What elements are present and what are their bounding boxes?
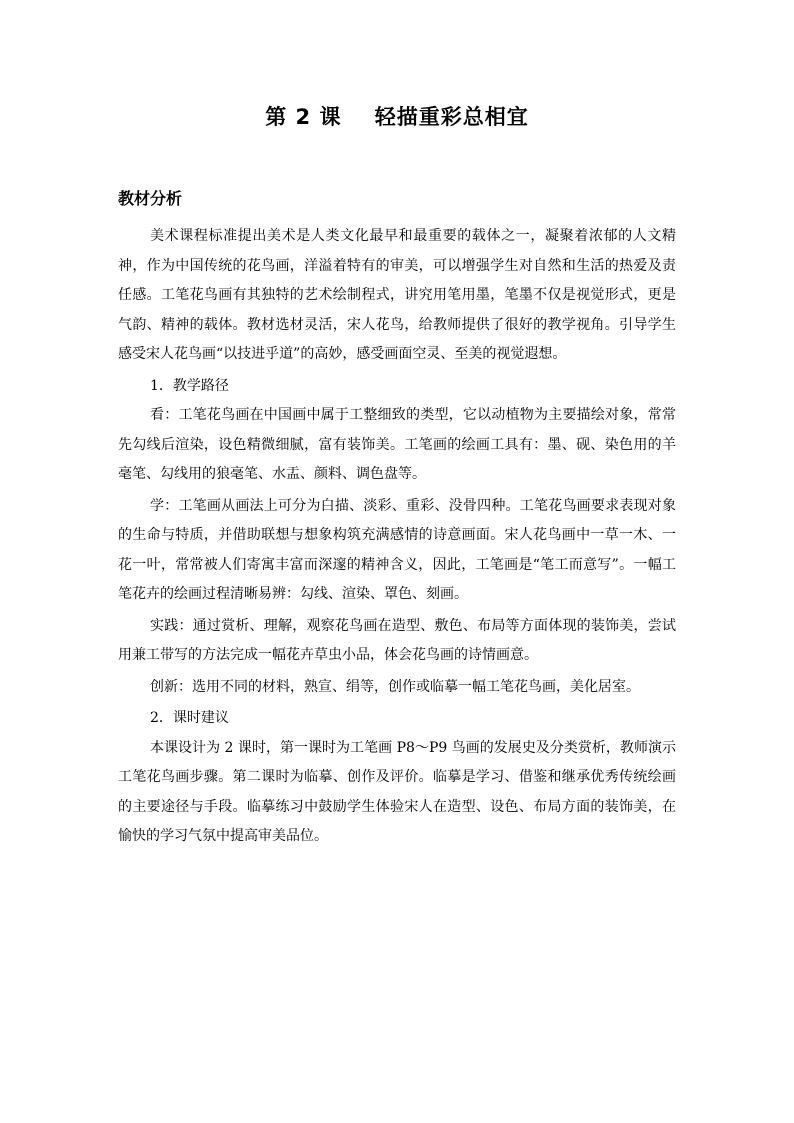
item-teaching-path: 1．教学路径 (150, 377, 229, 394)
paragraph-learn: 学：工笔画从画法上可分为白描、淡彩、重彩、没骨四种。工笔花鸟画要求表现对象的生命与特质，并借助联想与想象构筑充满感情的诗意画面。宋人花鸟画中一草一木、一花一叶，常常被人们寄寓丰富而深邃的精神含义，因此，工笔画是“笔工而意写”。一幅工笔花卉的绘画过程清晰易辨：勾线、渲染、罩色、刻画。 (118, 497, 676, 602)
paragraph-innovate: 创新：选用不同的材料，熟宣、绢等，创作或临摹一幅工笔花鸟画，美化居室。 (150, 678, 640, 695)
paragraph-class-hours: 本课设计为 2 课时，第一课时为工笔画 P8～P9 鸟画的发展史及分类赏析，教师演示工笔花鸟画步骤。第二课时为临摹、创作及评价。临摹是学习、借鉴和继承优秀传统绘画的主要途径与手段。临摹练习中鼓励学生体验宋人在造型、设色、布局方面的装饰美，在愉快的学习气氛中提高审美品位。 (118, 739, 676, 844)
paragraph-look: 看：工笔花鸟画在中国画中属于工整细致的类型，它以动植物为主要描绘对象，常常先勾线后渲染，设色精微细腻，富有装饰美。工笔画的绘画工具有：墨、砚、染色用的羊毫笔、勾线用的狼毫笔、水盂、颜料、调色盘等。 (118, 407, 676, 482)
section-heading: 教材分析 (118, 189, 183, 208)
page-title: 第 2 课 轻描重彩总相宜 (265, 105, 529, 129)
document-body (118, 222, 676, 854)
item-class-hours: 2．课时建议 (150, 710, 229, 726)
intro-paragraph: 美术课程标准提出美术是人类文化最早和最重要的载体之一，凝聚着浓郁的人文精神，作为中国传统的花鸟画，洋溢着特有的审美，可以增强学生对自然和生活的热爱及责任感。工笔花鸟画有其独特的艺术绘制程式，讲究用笔用墨，笔墨不仅是视觉形式，更是气韵、精神的载体。教材选材灵活，宋人花鸟，给教师提供了很好的教学视角。引导学生感受宋人花鸟画“以技进乎道”的高妙，感受画面空灵、至美的视觉遐想。 (118, 228, 676, 362)
paragraph-practice: 实践：通过赏析、理解，观察花鸟画在造型、敷色、布局等方面体现的装饰美，尝试用兼工带写的方法完成一幅花卉草虫小品，体会花鸟画的诗情画意。 (118, 617, 676, 663)
